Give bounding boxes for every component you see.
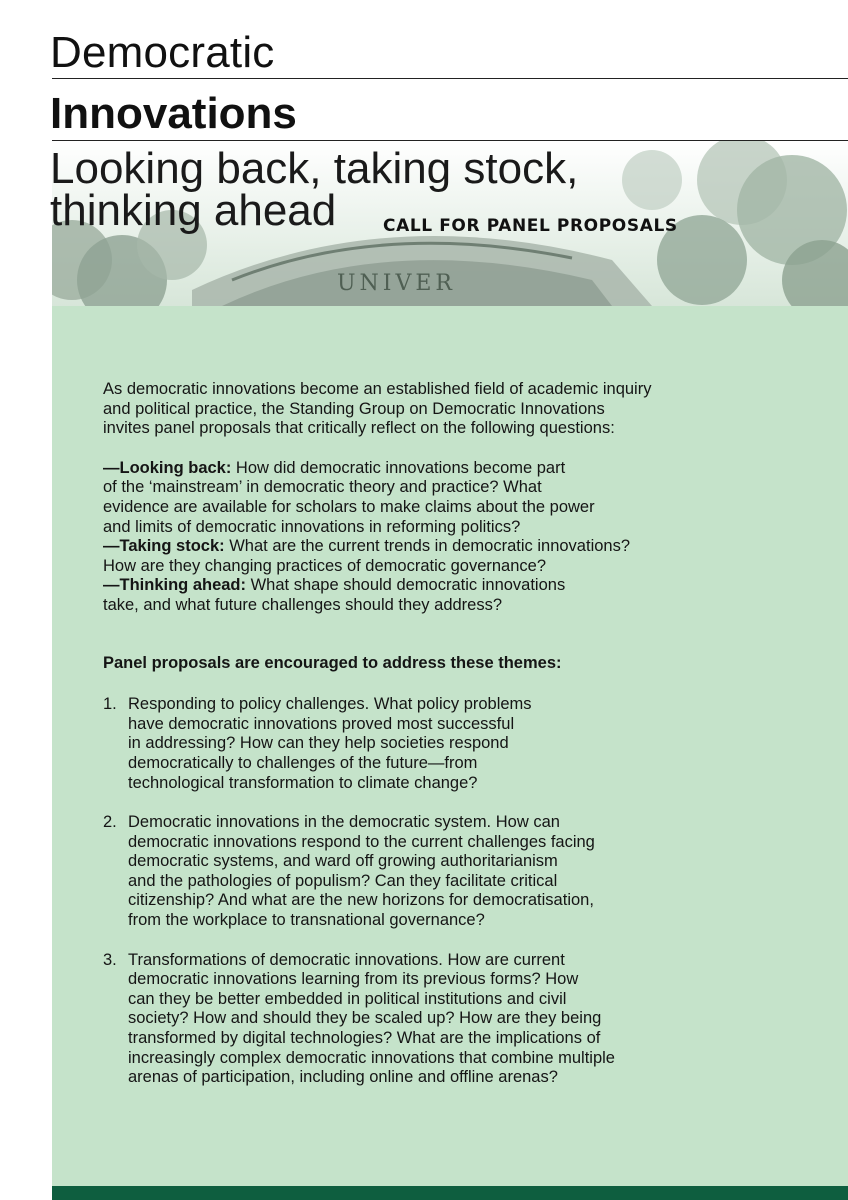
- subtitle-line-1: Looking back, taking stock,: [50, 144, 579, 193]
- photo-inscription: UNIVER: [337, 271, 456, 296]
- theme-item: [103, 813, 743, 931]
- theme-item: [103, 695, 743, 793]
- question-thinking-ahead: [103, 576, 743, 615]
- question-looking-back: [103, 459, 743, 537]
- question-text: What are the current trends in democratic innovations?: [224, 537, 631, 556]
- theme-number: 2.: [103, 813, 117, 832]
- question-label: —Thinking ahead:: [103, 576, 247, 595]
- theme-number: 3.: [103, 950, 117, 969]
- question-text: of the ‘mainstream’ in democratic theory and practice? What: [103, 478, 542, 497]
- theme-item: [103, 951, 743, 1088]
- question-text: How did democratic innovations become part: [231, 458, 566, 477]
- theme-text: Transformations of democratic innovations. How are current democratic innovations learning from its previous forms? How can they be better embedded in political institutions and civil society? How and should they be scaled up? How are they being transformed by digital technologies? What are the implications of increasingly complex democratic innovations that combine multiple arenas of participation, including online and offline arenas?: [128, 950, 615, 1087]
- themes-heading: Panel proposals are encouraged to address these themes:: [103, 653, 562, 672]
- question-text: take, and what future challenges should they address?: [103, 595, 503, 614]
- question-label: —Looking back:: [103, 458, 232, 477]
- question-label: —Taking stock:: [103, 537, 225, 556]
- question-text: evidence are available for scholars to make claims about the power: [103, 497, 595, 516]
- question-text: How are they changing practices of democratic governance?: [103, 556, 546, 575]
- intro-paragraph: [103, 380, 743, 439]
- call-for-panel-proposals-label: CALL FOR PANEL PROPOSALS: [383, 216, 678, 236]
- intro-line: As democratic innovations become an established field of academic inquiry: [103, 380, 652, 398]
- question-taking-stock: [103, 537, 743, 576]
- theme-number: 1.: [103, 695, 117, 714]
- header-rule-bottom: [52, 140, 848, 141]
- question-text: What shape should democratic innovations: [246, 576, 566, 595]
- subtitle-line-2: thinking ahead: [50, 186, 337, 235]
- footer-bar: [52, 1186, 848, 1200]
- theme-text: Democratic innovations in the democratic system. How can democratic innovations respond to the current challenges facing democratic systems, and ward off growing authoritarianism and the pathologies of populism? Can they facilitate critical citizenship? And what are the new horizons for democratisation, from the workplace to transnational governance?: [128, 813, 595, 930]
- header-rule-top: [52, 78, 848, 79]
- theme-text: Responding to policy challenges. What policy problems have democratic innovations proved most successful in addressing? How can they help societies respond democratically to challenges of the future—from technological transformation to climate change?: [128, 695, 532, 792]
- title-innovations: Innovations: [50, 89, 297, 138]
- intro-line: invites panel proposals that critically reflect on the following questions:: [103, 419, 615, 438]
- body-text: [103, 380, 743, 1108]
- intro-line: and political practice, the Standing Group on Democratic Innovations: [103, 399, 605, 418]
- title-democratic: Democratic: [50, 28, 275, 77]
- question-text: and limits of democratic innovations in reforming politics?: [103, 517, 521, 536]
